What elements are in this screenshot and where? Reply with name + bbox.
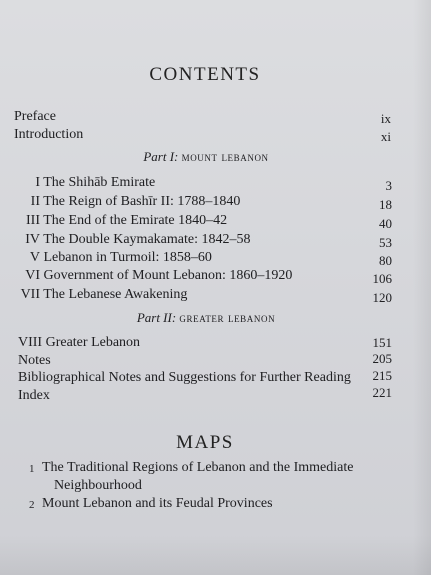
map-number: 2 [29,499,35,511]
toc-page-index: 221 [372,385,392,400]
toc-page-bibliographical-notes: 215 [372,368,392,383]
page-edge-shadow [413,0,431,575]
chapter-page: 120 [372,290,392,305]
chapter-number: V [29,250,40,265]
page-bottom-shadow [0,535,431,575]
map-number: 1 [29,463,35,475]
toc-page-introduction: xi [380,129,391,144]
chapter-page: 80 [379,253,392,268]
toc-chapter-row [18,231,250,248]
chapter-title: The Double Kaymakamate: 1842–58 [43,232,251,247]
chapter-page: 18 [379,197,392,212]
chapter-title: The End of the Emirate 1840–42 [43,213,228,228]
chapter-page: 3 [385,178,392,193]
chapter-number: II [30,194,40,209]
part-2-heading [0,310,412,326]
chapter-number: IV [25,232,40,247]
toc-entry-introduction: Introduction [14,127,84,142]
toc-entry-bibliographical-notes: Bibliographical Notes and Suggestions for Further Reading [18,370,351,385]
toc-chapter-row [18,267,292,284]
toc-page-preface: ix [380,111,391,126]
part-1-prefix: Part I: [143,149,179,164]
map-title-line-1: The Traditional Regions of Lebanon and the Immediate [42,460,354,475]
chapter-title: Lebanon in Turmoil: 1858–60 [43,250,212,265]
toc-chapter-row [18,249,212,266]
part-1-heading [0,149,412,165]
chapter-page: 53 [379,235,392,250]
map-entry [29,495,401,513]
chapter-number: VII [20,287,40,302]
chapter-page: 106 [372,271,392,286]
toc-entry-greater-lebanon: VIII Greater Lebanon [18,335,141,350]
part-2-prefix: Part II: [136,310,177,325]
toc-page-notes: 205 [372,351,392,366]
toc-entry-index: Index [18,388,50,403]
chapter-title: The Lebanese Awakening [43,287,188,302]
chapter-number: I [35,175,40,190]
chapter-title: The Reign of Bashīr II: 1788–1840 [43,194,241,209]
chapter-title: Government of Mount Lebanon: 1860–1920 [43,268,293,283]
toc-chapter-row [18,174,155,191]
toc-entry-notes: Notes [18,353,51,368]
map-entry [29,459,401,495]
chapter-number: III [26,213,40,228]
toc-chapter-row [18,193,240,210]
chapter-page: 40 [379,216,392,231]
toc-page-greater-lebanon: 151 [372,335,392,350]
toc-chapter-row [18,286,187,303]
part-1-name: mount lebanon [181,149,269,164]
maps-heading: MAPS [176,432,234,453]
map-title-line-1: Mount Lebanon and its Feudal Provinces [42,496,273,511]
chapter-number: VI [25,268,40,283]
toc-chapter-row [18,212,227,229]
toc-entry-preface: Preface [14,109,56,124]
chapter-title: The Shihāb Emirate [43,175,156,190]
map-title-line-2: Neighbourhood [54,478,142,493]
part-2-name: greater lebanon [179,310,276,325]
contents-heading: CONTENTS [149,64,261,85]
